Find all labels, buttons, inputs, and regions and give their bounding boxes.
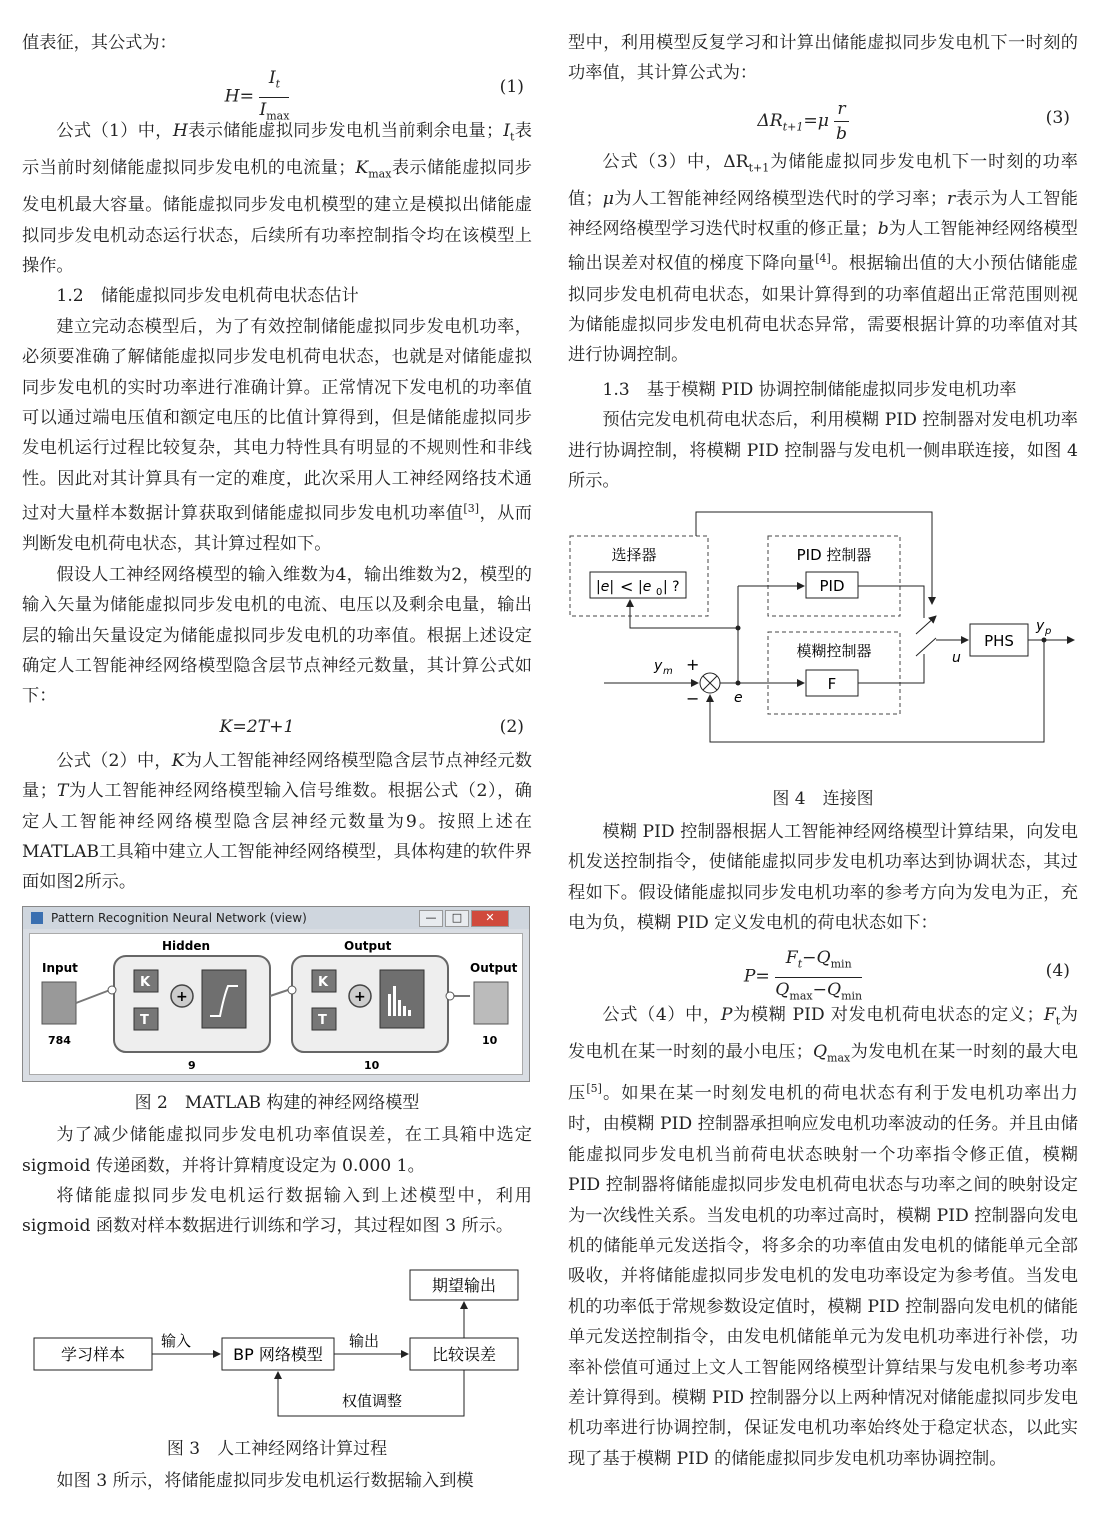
matlab-app-icon — [31, 912, 43, 924]
citation: [5] — [586, 1082, 602, 1096]
citation: [4] — [815, 252, 831, 266]
equation-number: (4) — [1045, 961, 1070, 982]
left-column — [22, 28, 532, 1497]
svg-text:K: K — [318, 974, 329, 990]
close-button[interactable]: ✕ — [471, 910, 509, 927]
svg-text:<: < — [620, 577, 634, 597]
svg-text:PID 控制器: PID 控制器 — [796, 546, 872, 565]
input-label: Input — [42, 960, 78, 975]
fraction: $\frac{I_t}{I_{max}}$ — [259, 68, 290, 123]
output-layer-label: Output — [344, 938, 392, 953]
section-heading: 1.2 储能虚拟同步发电机荷电状态估计 — [56, 286, 359, 307]
paragraph: 建立完动态模型后，为了有效控制储能虚拟同步发电机功率，必须要准确了解储能虚拟同步发电机荷电状态，也就是对储能虚拟同步发电机的实时功率进行准确计算。正常情况下发电机的功率值可以通过端电压值和额定电压的比值计算得到，但是储能虚拟同步发电机运行过程比较复杂，其电力特性具有明显的不规则性和非线性。因此对其计算具有一定的难度，此次采用人工神经网络技术通过对大量样本数据计算获取到储能虚拟同步发电机功率值[3]，从而判断发电机荷电状态，其计算过程如下。 — [22, 316, 532, 555]
svg-text:u: u — [952, 650, 961, 667]
equation-2: K=2T+1 (2) — [22, 712, 532, 746]
connection-diagram — [568, 506, 1078, 782]
right-column — [568, 28, 1078, 1474]
nn-process-diagram — [22, 1256, 532, 1432]
svg-text:权值调整: 权值调整 — [341, 1391, 403, 1410]
svg-text:| ?: | ? — [663, 579, 680, 596]
svg-text:m: m — [663, 666, 673, 678]
svg-text:选择器: 选择器 — [611, 546, 657, 565]
matlab-nn-window — [22, 906, 530, 1082]
paragraph: 值表征，其公式为： — [22, 33, 177, 53]
paragraph: 模糊 PID 控制器根据人工智能神经网络模型计算结果，向发电机发送控制指令，使储能虚拟同步发电机功率达到协调状态，其过程如下。假设储能虚拟同步发电机功率的参考方向为发电为正，充电为负，模糊 PID 定义发电机的荷电状态如下： — [568, 821, 1078, 934]
svg-text:y: y — [654, 658, 663, 675]
output-label: Output — [470, 960, 518, 975]
svg-text:−: − — [686, 689, 700, 709]
window-title: Pattern Recognition Neural Network (view) — [51, 910, 307, 925]
svg-text:PHS: PHS — [984, 632, 1014, 651]
figure-caption: 图 4 连接图 — [772, 789, 874, 810]
output-count: 10 — [482, 1033, 498, 1047]
maximize-button[interactable]: □ — [445, 910, 469, 927]
minimize-button[interactable]: — — [419, 910, 443, 927]
svg-text:e: e — [734, 690, 743, 707]
network-diagram — [30, 934, 524, 1076]
paragraph: 型中，利用模型反复学习和计算出储能虚拟同步发电机下一时刻的功率值，其计算公式为： — [568, 33, 1078, 84]
figure-caption: 图 2 MATLAB 构建的神经网络模型 — [134, 1092, 420, 1113]
paragraph: 公式（2）中，K为人工智能神经网络模型隐含层节点神经元数量；T为人工智能神经网络模型输入信号维数。根据公式（2），确定人工智能神经网络模型隐含层神经元数量为9。按照上述在MATLAB工具箱中建立人工智能神经网络模型，具体构建的软件界面如图2所示。 — [22, 750, 532, 893]
paragraph: 预估完发电机荷电状态后，利用模糊 PID 控制器对发电机功率进行协调控制，将模糊 PID 控制器与发电机一侧串联连接，如图 4 所示。 — [568, 410, 1078, 492]
svg-text:+: + — [686, 655, 700, 675]
input-block — [42, 982, 76, 1024]
hidden-count: 9 — [188, 1058, 196, 1072]
svg-text:y: y — [1036, 618, 1045, 635]
svg-text:p: p — [1045, 626, 1052, 638]
svg-text:+: + — [354, 988, 366, 1005]
paragraph: 如图 3 所示，将储能虚拟同步发电机运行数据输入到模 — [56, 1471, 474, 1492]
equation-number: (3) — [1045, 107, 1070, 128]
svg-text:T: T — [318, 1012, 327, 1028]
softmax-transfer-block — [380, 970, 424, 1028]
paragraph: 公式（3）中，$\Delta R_{t+1}$为储能虚拟同步发电机下一时刻的功率值；μ为人工智能神经网络模型迭代时的学习率；r表示为人工智能神经网络模型学习迭代时权重的修正量；b为人工智能神经网络模型输出误差对权值的梯度下降向量[4]。根据输出值的大小预估储能虚拟同步发电机荷电状态，如果计算得到的功率值超出正常范围则视为储能虚拟同步发电机荷电状态异常，需要根据计算的功率值对其进行协调控制。 — [568, 151, 1078, 366]
figure-caption: 图 3 人工神经网络计算过程 — [166, 1438, 388, 1459]
svg-text:比较误差: 比较误差 — [431, 1344, 497, 1364]
svg-text:BP 网络模型: BP 网络模型 — [233, 1344, 323, 1364]
input-count: 784 — [48, 1033, 71, 1047]
output-block — [474, 982, 508, 1024]
svg-text:输出: 输出 — [348, 1331, 380, 1350]
figure-4 — [568, 506, 1078, 782]
svg-text:模糊控制器: 模糊控制器 — [796, 642, 872, 661]
paragraph: 公式（1）中，H表示储能虚拟同步发电机当前剩余电量；$I_t$表示当前时刻储能虚拟同步发电机的电流量；$K_{max}$表示储能虚拟同步发电机最大容量。储能虚拟同步发电机模型的建立是模拟出储能虚拟同步发电机动态运行状态，后续所有功率控制指令均在该模型上操作。 — [22, 121, 532, 276]
equation-3: $\Delta R_{t+1}=\mu$ $\frac{r}{b}$ (3) — [757, 98, 1070, 144]
equation-4: P= $\frac{F_t-Q_{min}}{Q_{max}-Q_{min}}$ (4) — [568, 938, 1078, 1000]
svg-text:+: + — [176, 988, 188, 1005]
citation: [3] — [463, 502, 480, 516]
svg-text:K: K — [140, 974, 151, 990]
paragraph: 为了减少储能虚拟同步发电机功率值误差，在工具箱中选定 sigmoid 传递函数，并将计算精度设定为 0.000 1。 — [22, 1125, 532, 1176]
svg-text:F: F — [827, 675, 837, 694]
equation-1: H= $\frac{I_t}{I_{max}}$ (1) — [22, 58, 532, 116]
svg-text:期望输出: 期望输出 — [431, 1275, 497, 1295]
fraction: $\frac{F_t-Q_{min}}{Q_{max}-Q_{min}}$ — [775, 948, 863, 1003]
equation-number: (1) — [499, 77, 524, 98]
svg-text:|e|: |e| — [596, 579, 615, 596]
paragraph: 公式（4）中，P为模糊 PID 对发电机荷电状态的定义；$F_t$为发电机在某一时刻的最小电压；$Q_{max}$为发电机在某一时刻的最大电压[5]。如果在某一时刻发电机的荷电状态有利于发电机功率出力时，由模糊 PID 控制器承担响应发电机功率波动的任务。并且由储能虚拟同步发电机当前荷电状态映射一个功率指令修正值，模糊 PID 控制器将储能虚拟同步发电机荷电状态与功率之间的映射设定为一次线性关系。当发电机的功率过高时，模糊 PID 控制器向发电机的储能单元发送指令，将多余的功率值由发电机的储能单元全部吸收，并将储能虚拟同步发电机的发电功率设定为参考值。当发电机的功率低于常规参数设定值时，模糊 PID 控制器向发电机的储能单元发送控制指令，由发电机储能单元为发电机功率进行补偿，功率补偿值可通过上文人工智能网络模型计算结果与发电机参考功率差计算得到。模糊 PID 控制器分以上两种情况对储能虚拟同步发电机功率进行协调控制，保证发电机功率始终处于稳定状态，以此实现了基于模糊 PID 的储能虚拟同步发电机功率协调控制。 — [568, 1005, 1078, 1469]
paragraph: 将储能虚拟同步发电机运行数据输入到上述模型中，利用 sigmoid 函数对样本数据进行训练和学习，其过程如图 3 所示。 — [22, 1185, 532, 1237]
hidden-layer-label: Hidden — [162, 938, 211, 953]
svg-text:0: 0 — [656, 587, 663, 599]
section-heading: 1.3 基于模糊 PID 协调控制储能虚拟同步发电机功率 — [602, 379, 1017, 400]
paragraph: 假设人工神经网络模型的输入维数为4，输出维数为2，模型的输入矢量为储能虚拟同步发电机的电流、电压以及剩余电量，输出层的输出矢量设定为储能虚拟同步发电机的功率值。根据上述设定确定人工智能神经网络模型隐含层节点神经元数量，其计算公式如下： — [22, 564, 532, 707]
svg-text:PID: PID — [819, 577, 845, 596]
svg-text:|e: |e — [638, 579, 652, 596]
output-layer-count: 10 — [364, 1058, 380, 1072]
window-titlebar — [23, 907, 529, 929]
figure-3 — [22, 1256, 532, 1432]
equation-number: (2) — [499, 716, 524, 737]
svg-text:学习样本: 学习样本 — [60, 1344, 126, 1364]
fraction: $\frac{r}{b}$ — [836, 98, 848, 144]
svg-text:输入: 输入 — [160, 1331, 192, 1350]
svg-text:T: T — [140, 1012, 149, 1028]
network-diagram-panel — [29, 933, 523, 1075]
